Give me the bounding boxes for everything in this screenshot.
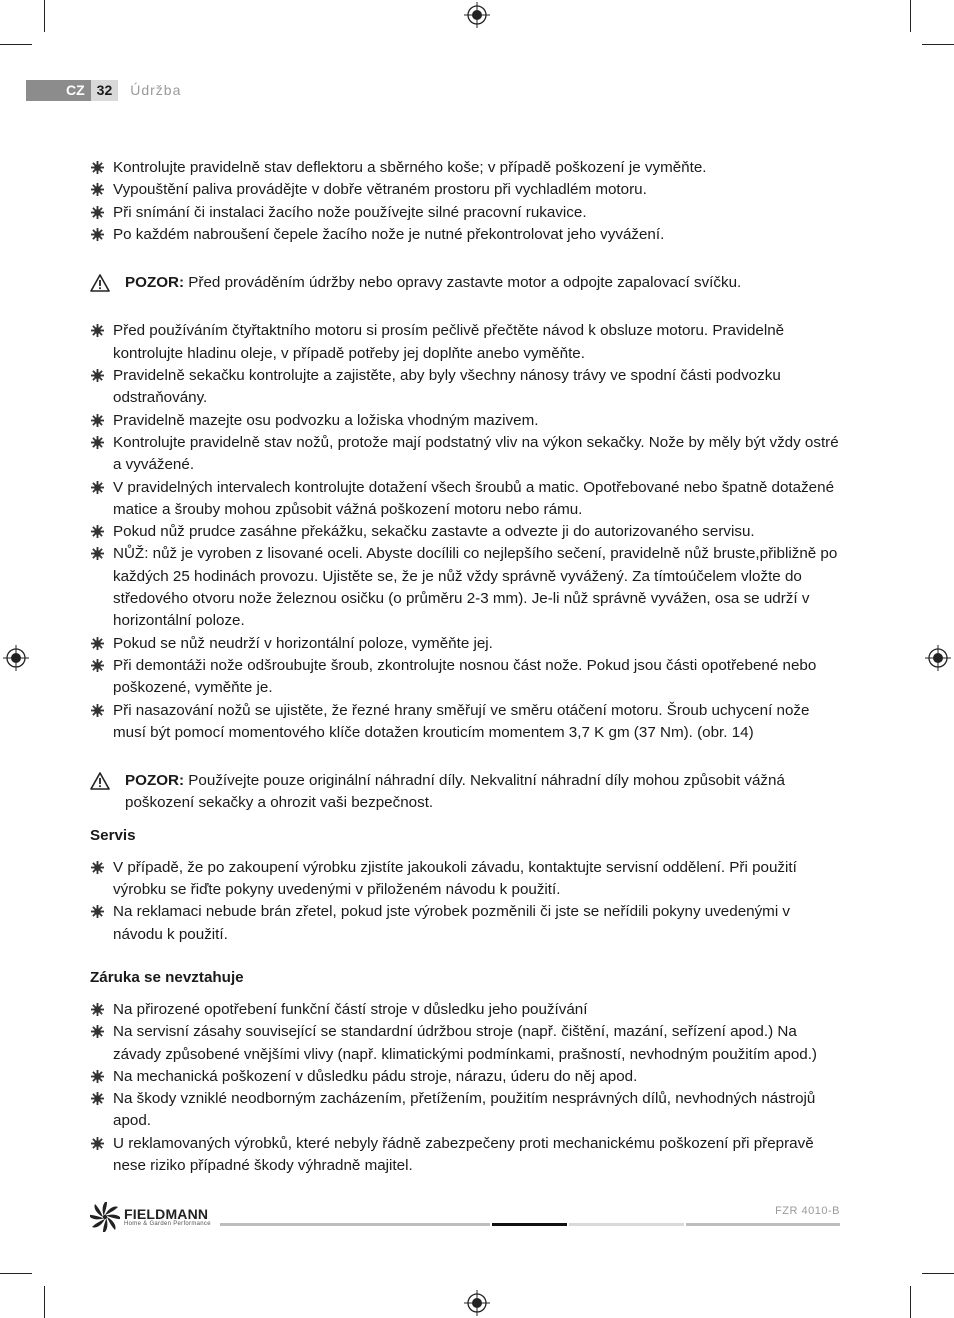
bullet-icon xyxy=(91,525,104,538)
zaruka-list xyxy=(90,999,840,1177)
bullet-icon xyxy=(91,637,104,650)
list-item-text: Na reklamaci nebude brán zřetel, pokud jste výrobek pozměnili či jste se neřídili pokyny uvedenými v návodu k použití. xyxy=(113,903,791,943)
crop-mark xyxy=(0,44,32,45)
crop-mark xyxy=(44,0,45,32)
footer-rule xyxy=(686,1223,840,1226)
list-item-text: Na škody vzniklé neodborným zacházením, přetížením, použitím nesprávných dílů, nevhodných nástrojů apod. xyxy=(113,1090,816,1130)
warning-note-2 xyxy=(90,770,840,815)
crop-mark xyxy=(0,1273,32,1274)
footer-rule-accent xyxy=(492,1223,567,1226)
list-item xyxy=(90,477,840,522)
list-item-text: Pokud nůž prudce zasáhne překážku, sekačku zastavte a odvezte ji do autorizovaného servisu. xyxy=(113,523,755,541)
list-item xyxy=(90,202,840,224)
list-item xyxy=(90,700,840,745)
list-item-text: V pravidelných intervalech kontrolujte dotažení všech šroubů a matic. Opotřebované nebo špatně dotažené matice a šrouby mohou způsobit vážná poškození motoru nebo rámu. xyxy=(113,478,835,518)
list-item xyxy=(90,1133,840,1178)
list-item-text: Na přirozené opotřebení funkční částí stroje v důsledku jeho používání xyxy=(113,1000,588,1018)
bullet-icon xyxy=(91,1003,104,1016)
bullet-icon xyxy=(91,1025,104,1038)
bullet-icon xyxy=(91,1070,104,1083)
brand-name: FIELDMANN xyxy=(124,1205,209,1222)
maintenance-list-1 xyxy=(90,157,840,246)
list-item-text: V případě, že po zakoupení výrobku zjistíte jakoukoli závadu, kontaktujte servisní oddělení. Při použití výrobku se řiďte pokyny uvedenými v přiloženém návodu k použití. xyxy=(113,858,797,899)
bullet-icon xyxy=(91,161,104,174)
page-header xyxy=(26,80,181,101)
list-item xyxy=(90,365,840,410)
maintenance-list-2 xyxy=(90,320,840,744)
crop-mark xyxy=(910,0,911,32)
list-item xyxy=(90,999,840,1021)
list-item-text: Kontrolujte pravidelně stav nožů, protože mají podstatný vliv na výkon sekačky. Nože by měly být vždy ostré a vyvážené. xyxy=(113,433,839,474)
bullet-icon xyxy=(91,183,104,196)
section-heading-zaruka: Záruka se nevztahuje xyxy=(90,968,244,986)
warning-label: POZOR: xyxy=(125,274,185,292)
list-item-text: Na servisní zásahy související se standardní údržbou stroje (např. čištění, mazání, seřízení apod.) Na závady způsobené vnějšími vlivy (např. klimatickými podmínkami, prašností, nevhodným použitím apod.) xyxy=(113,1023,817,1063)
registration-mark-icon xyxy=(925,645,951,671)
crop-mark xyxy=(922,1273,954,1274)
list-item xyxy=(90,543,840,632)
list-item xyxy=(90,1021,840,1066)
bullet-icon xyxy=(91,436,104,449)
warning-triangle-icon xyxy=(90,274,110,292)
list-item xyxy=(90,521,840,543)
brand-tagline: Home & Garden Performance xyxy=(124,1220,211,1227)
warning-text: Používejte pouze originální náhradní díly. Nekvalitní náhradní díly mohou způsobit vážná poškození sekačky a ohrozit vaši bezpečnost. xyxy=(125,772,785,812)
list-item-text: Pravidelně mazejte osu podvozku a ložiska vhodným mazivem. xyxy=(113,411,539,429)
bullet-icon xyxy=(91,206,104,219)
list-item xyxy=(90,1088,840,1133)
footer-rule xyxy=(220,1223,490,1226)
bullet-icon xyxy=(91,481,104,494)
crop-mark xyxy=(910,1286,911,1318)
bullet-icon xyxy=(91,659,104,672)
bullet-icon xyxy=(91,905,104,918)
list-item-text: Pokud se nůž neudrží v horizontální poloze, vyměňte jej. xyxy=(113,634,493,652)
section-heading-servis: Servis xyxy=(90,826,136,844)
warning-text: Před prováděním údržby nebo opravy zastavte motor a odpojte zapalovací svíčku. xyxy=(188,274,742,292)
list-item xyxy=(90,320,840,365)
fieldmann-fan-logo-icon xyxy=(90,1202,120,1232)
list-item-text: NŮŽ: nůž je vyroben z lisované oceli. Abyste docílili co nejlepšího sečení, pravidelně nůž bruste,přibližně po každých 25 hodinách provozu. Ujistěte se, že je nůž vždy správně vyvážený. Za tímtoúčelem vložte do středového otvoru nože železnou osičku (o průměru 2-3 mm). Je-li nůž správně vyvážen, osa se udrží v horizontální poloze. xyxy=(113,545,838,630)
footer-rule xyxy=(569,1223,684,1226)
list-item-text: Kontrolujte pravidelně stav deflektoru a sběrného koše; v případě poškození je vyměňte. xyxy=(113,159,707,176)
list-item xyxy=(90,633,840,655)
list-item-text: Při snímání či instalaci žacího nože používejte silné pracovní rukavice. xyxy=(113,203,587,221)
bullet-icon xyxy=(91,547,104,560)
warning-label: POZOR: xyxy=(125,772,185,790)
brand-logo xyxy=(90,1202,211,1232)
crop-mark xyxy=(922,44,954,45)
list-item-text: Při nasazování nožů se ujistěte, že řezné hrany směřují ve směru otáčení motoru. Šroub uchycení nože musí být pomocí momentového klíče dotažen krouticím momentem 3,7 K gm (37 Nm). (obr. 14) xyxy=(113,701,810,741)
list-item xyxy=(90,179,840,201)
list-item-text: Při demontáži nože odšroubujte šroub, zkontrolujte nosnou část nože. Pokud jsou části opotřebené nebo poškozené, vyměňte je. xyxy=(113,656,817,697)
bullet-icon xyxy=(91,861,104,874)
bullet-icon xyxy=(91,324,104,337)
page-number: 32 xyxy=(91,80,119,101)
list-item-text: Pravidelně sekačku kontrolujte a zajistěte, aby byly všechny nánosy trávy ve spodní části podvozku odstraňovány. xyxy=(113,367,781,407)
list-item-text: Po každém nabroušení čepele žacího nože je nutné překontrolovat jeho vyvážení. xyxy=(113,225,665,243)
page-content xyxy=(90,157,840,1177)
bullet-icon xyxy=(91,228,104,241)
header-gray-block xyxy=(26,80,64,101)
crop-mark xyxy=(44,1286,45,1318)
list-item-text: Na mechanická poškození v důsledku pádu stroje, nárazu, úderu do něj apod. xyxy=(113,1067,638,1085)
list-item-text: Vypouštění paliva provádějte v dobře větraném prostoru při vychladlém motoru. xyxy=(113,181,647,199)
section-title: Údržba xyxy=(130,82,182,98)
list-item xyxy=(90,1066,840,1088)
list-item xyxy=(90,157,840,179)
list-item xyxy=(90,901,840,946)
bullet-icon xyxy=(91,704,104,717)
list-item-text: U reklamovaných výrobků, které nebyly řádně zabezpečeny proti mechanickému poškození při přepravě nese riziko případné škody výhradně majitel. xyxy=(113,1134,814,1174)
bullet-icon xyxy=(91,1092,104,1105)
list-item xyxy=(90,410,840,432)
list-item xyxy=(90,857,840,902)
list-item xyxy=(90,655,840,700)
list-item xyxy=(90,432,840,477)
registration-mark-icon xyxy=(3,645,29,671)
bullet-icon xyxy=(91,369,104,382)
warning-triangle-icon xyxy=(90,772,110,790)
bullet-icon xyxy=(91,1137,104,1150)
model-number: FZR 4010-B xyxy=(775,1205,840,1217)
list-item-text: Před používáním čtyřtaktního motoru si prosím pečlivě přečtěte návod k obsluze motoru. Pravidelně kontrolujte hladinu oleje, v případě potřeby jej doplňte anebo vyměňte. xyxy=(113,322,785,362)
list-item xyxy=(90,224,840,246)
page-footer xyxy=(90,1198,840,1234)
warning-note-1 xyxy=(90,272,840,294)
language-code: CZ xyxy=(64,80,91,101)
registration-mark-icon xyxy=(464,1290,490,1316)
registration-mark-icon xyxy=(464,2,490,28)
servis-list xyxy=(90,857,840,946)
bullet-icon xyxy=(91,414,104,427)
